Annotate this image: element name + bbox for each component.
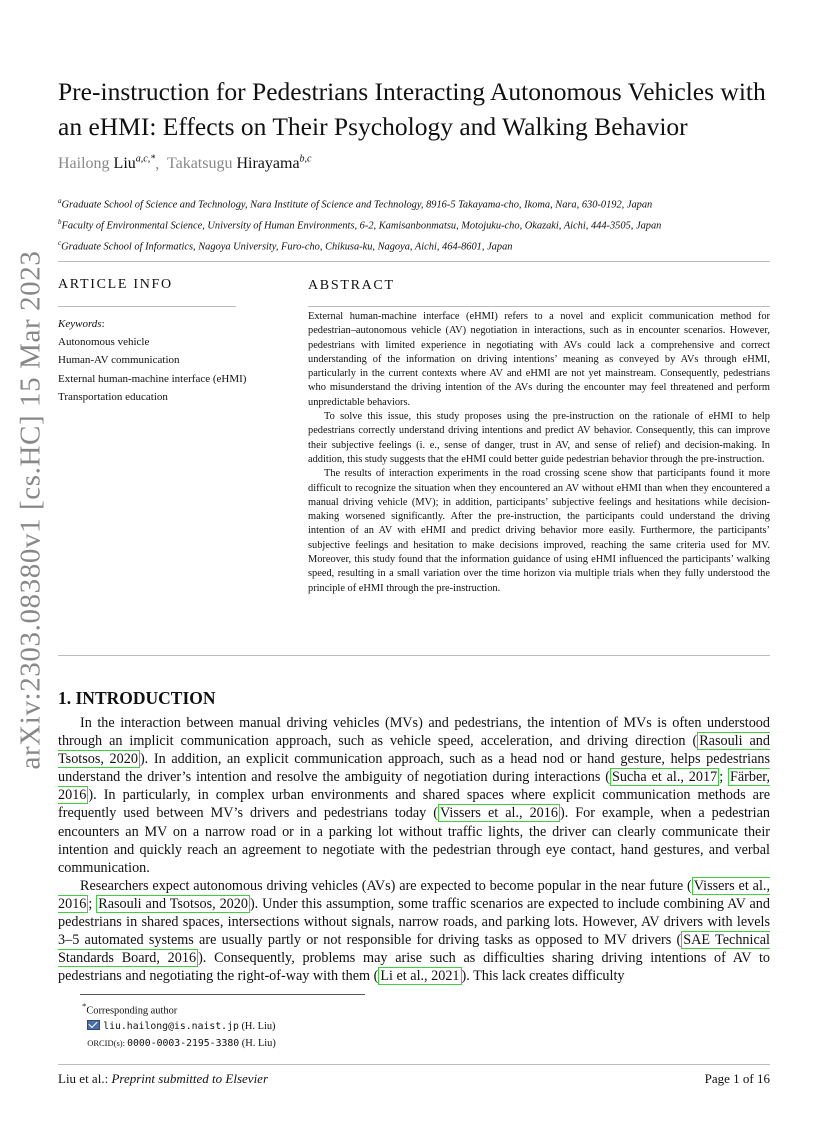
keywords-block xyxy=(58,315,246,406)
corresponding-author-note: *Corresponding author xyxy=(82,1001,178,1017)
footnote-divider xyxy=(80,994,365,995)
citation-link[interactable]: SAE Technical Standards Board, 2016 xyxy=(58,932,770,967)
author-1: Hailong Liu$^{a,c,*}$ xyxy=(58,154,156,173)
abstract-paragraph: The results of interaction experiments in the road crossing scene show that participants found it more difficult to recognize the situation when they encountered an AV without eHMI than when they encountered a manual driving vehicle (MV); in addition, participants’ subjective feelings and hesitations while decision-making worsened significantly. After the pre-instruction, the participants could understand the driving intention of an AV with eHMI and predict driving behavior more easily. Furthermore, the participants’ subjective feelings and hesitation to make decisions improved, reaching the same criteria used for MV. Moreover, this study found that the information guidance of using eHMI influenced the participants’ walking speed, resulting in a small variation over the time horizon via multiple trials when they fully understood the principle of eHMI through the pre-instruction. xyxy=(308,468,770,594)
header-divider xyxy=(58,261,770,262)
abstract-body xyxy=(308,310,770,596)
orcid-line: ORCID(s): 0000-0003-2195-3380 (H. Liu) xyxy=(87,1038,276,1050)
article-info-divider xyxy=(58,306,236,307)
paper-title: Pre-instruction for Pedestrians Interacting Autonomous Vehicles with an eHMI: Effects on Their Psychology and Walking Behavior xyxy=(58,77,766,141)
arxiv-id-text: arXiv:2303.08380v1 [cs.HC] 15 Mar 2023 xyxy=(14,250,47,770)
citation-link[interactable]: Vissers et al., 2016 xyxy=(58,877,770,912)
author-list: Hailong Liu$^{a,c,*}$, Takatsugu Hirayama$^{b,c}$ xyxy=(58,154,312,173)
body-paragraph: In the interaction between manual driving vehicles (MVs) and pedestrians, the intention of MVs is often understood through an implicit communication approach, such as vehicle speed, acceleration, and driving direction ( Rasouli and Tsotsos, 2020 ). In addition, an explicit communication approach, such as a head nod or hand gesture, helps pedestrians understand the driver’s intention and resolve the ambiguity of negotiation during interactions ( Sucha et al., 2017 ; Färber, 2016 ). In particularly, in complex urban environments and shared spaces where explicit communication methods are frequently used between MV’s drivers and pedestrians today ( Vissers et al., 2016 ). For example, when a pedestrian encounters an MV on a narrow road or in a parking lot without traffic lights, the driver can clearly communicate their intention and quickly reach an agreement to negotiate with the pedestrian through eye contact, hand gestures, and verbal communication. xyxy=(58,715,770,876)
keyword-item: Transportation education xyxy=(58,390,168,403)
footer-divider xyxy=(58,1064,770,1065)
keywords-label: Keywords: xyxy=(58,318,105,330)
arxiv-sidebar-identifier xyxy=(14,240,48,780)
author-2: Takatsugu Hirayama$^{b,c}$ xyxy=(166,154,312,173)
keyword-item: Autonomous vehicle xyxy=(58,336,150,349)
page-number: Page 1 of 16 xyxy=(704,1071,770,1086)
citation-link[interactable]: Rasouli and Tsotsos, 2020 xyxy=(58,733,770,768)
affiliation-a: $^a$Graduate School of Science and Technology, Nara Institute of Science and Technology, 8916-5 Takayama-cho, Ikoma, Nara, 630-0192, Japan xyxy=(58,197,653,211)
footer-running-head: Liu et al.: Preprint submitted to Elsevier xyxy=(58,1071,269,1086)
abstract-heading: ABSTRACT xyxy=(308,278,395,293)
introduction-body xyxy=(58,714,770,985)
keyword-item: External human-machine interface (eHMI) xyxy=(58,372,247,385)
article-info-heading: ARTICLE INFO xyxy=(58,277,173,292)
email-line: liu.hailong@is.naist.jp (H. Liu) xyxy=(82,1019,276,1035)
affiliation-b: $^b$Faculty of Environmental Science, University of Human Environments, 6-2, Kamisanbonmatsu, Motojuku-cho, Okazaki, Aichi, 444-3505, Japan xyxy=(58,217,662,232)
keyword-item: Human-AV communication xyxy=(58,354,180,367)
citation-link[interactable]: Vissers et al., 2016 xyxy=(440,805,558,822)
abstract-paragraph: External human-machine interface (eHMI) refers to a novel and explicit communication method for pedestrian–autonomous vehicle (AV) negotiation in interactions, such as in encounter scenarios. However, pedestrians with limited experience in negotiating with AVs could lack a comprehensive and correct understanding of the information on driving intentions’ meaning as conveyed by AVs through eHMI, particularly in the current contexts where AV and eHMI are not yet mainstream. Consequently, pedestrians who misunderstand the driving intention of the AVs during the encounter may feel threatened and perform unpredictable behaviors. xyxy=(308,311,770,408)
body-paragraph: Researchers expect autonomous driving vehicles (AVs) are expected to become popular in the near future ( Vissers et al., 2016 ; Rasouli and Tsotsos, 2020 ). Under this assumption, some traffic scenarios are expected to include combining AV and pedestrians in shared spaces, intersections without signals, narrow roads, and parking lots. However, AV drivers with levels 3–5 automated systems are usually partly or not responsible for driving tasks as opposed to MV drivers ( SAE Technical Standards Board, 2016 ). Consequently, problems may arise such as difficulties sharing driving intentions of AV to pedestrians and negotiating the right-of-way with them ( Li et al., 2021 ). This lack creates difficulty xyxy=(58,877,770,985)
citation-link[interactable]: Li et al., 2021 xyxy=(380,968,460,985)
email-link[interactable]: liu.hailong@is.naist.jp xyxy=(103,1021,239,1033)
footnotes xyxy=(82,998,276,1052)
abstract-bottom-divider xyxy=(58,655,770,656)
citation-link[interactable]: Sucha et al., 2017 xyxy=(612,769,718,786)
citation-link[interactable]: Färber, 2016 xyxy=(58,769,770,804)
affiliation-c: $^c$Graduate School of Informatics, Nagoya University, Furo-cho, Chikusa-ku, Nagoya, Aichi, 464-8601, Japan xyxy=(58,238,513,253)
affiliations xyxy=(58,193,770,256)
citation-link[interactable]: Rasouli and Tsotsos, 2020 xyxy=(98,895,248,912)
abstract-divider xyxy=(308,306,770,307)
envelope-icon xyxy=(87,1020,100,1030)
abstract-paragraph: To solve this issue, this study proposes using the pre-instruction on the rationale of eHMI to help pedestrians correctly understand driving intentions and predict AV behavior. Consequently, this can improve their subjective feelings (i. e., sense of danger, trust in AV, and sense of relief) and decision-making. In addition, this study suggests that the eHMI could better guide pedestrian behavior through the pre-instruction. xyxy=(308,411,770,465)
section-heading: 1. INTRODUCTION xyxy=(58,688,216,708)
